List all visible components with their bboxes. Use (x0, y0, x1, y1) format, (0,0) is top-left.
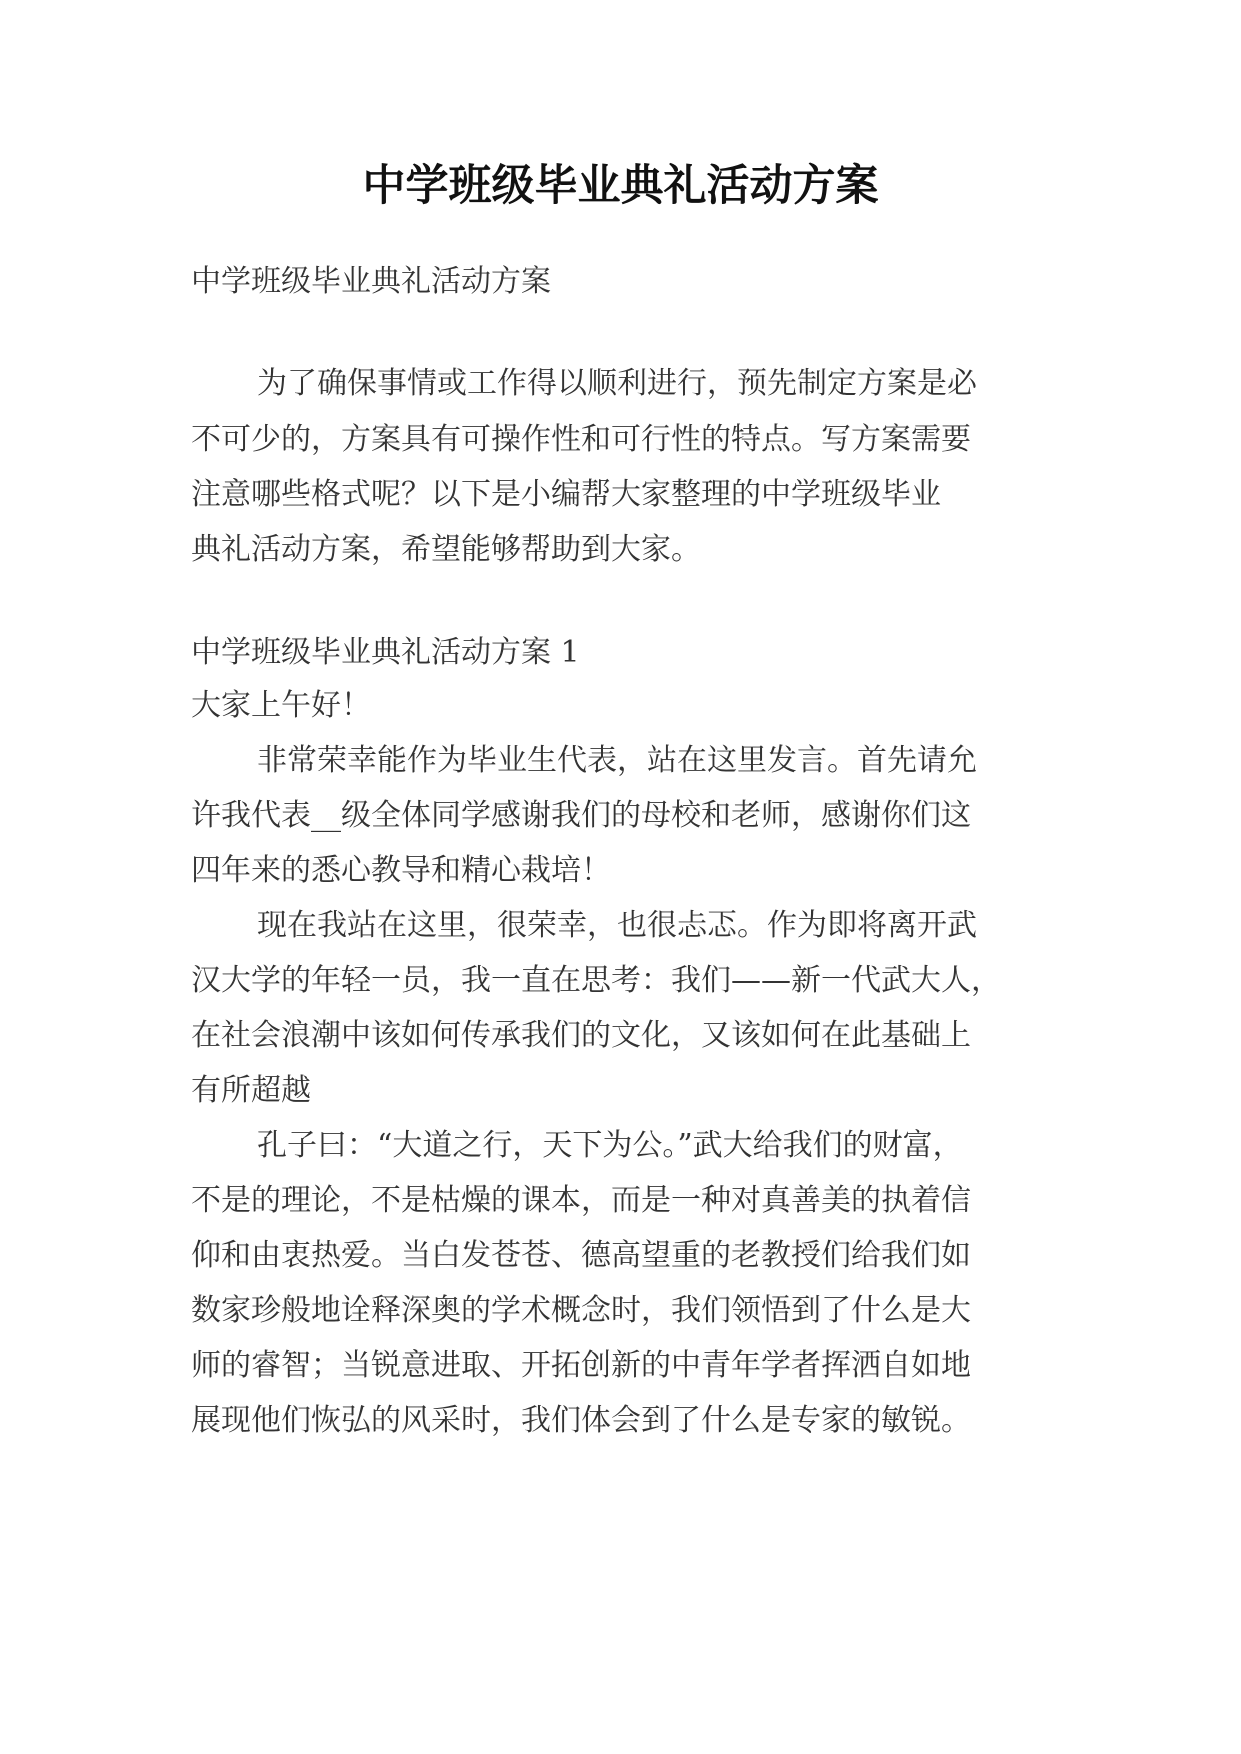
greeting: 大家上午好！ (191, 688, 371, 723)
paragraph-line: 师的睿智；当锐意进取、开拓创新的中青年学者挥洒自如地 (191, 1348, 971, 1383)
paragraph-line: 有所超越 (191, 1073, 311, 1108)
section-heading: 中学班级毕业典礼活动方案 1 (191, 635, 580, 670)
paragraph-line: 数家珍般地诠释深奥的学术概念时，我们领悟到了什么是大 (191, 1293, 971, 1328)
paragraph-line: 非常荣幸能作为毕业生代表，站在这里发言。首先请允 (257, 743, 977, 778)
paragraph-line: 不是的理论，不是枯燥的课本，而是一种对真善美的执着信 (191, 1183, 971, 1218)
paragraph-line: 现在我站在这里，很荣幸，也很忐忑。作为即将离开武 (257, 908, 977, 943)
paragraph-line: 四年来的悉心教导和精心栽培！ (191, 853, 611, 888)
document-title: 中学班级毕业典礼活动方案 (362, 161, 879, 211)
intro-line: 典礼活动方案，希望能够帮助到大家。 (191, 532, 701, 567)
intro-line: 注意哪些格式呢？以下是小编帮大家整理的中学班级毕业 (191, 477, 941, 512)
paragraph-line: 许我代表__级全体同学感谢我们的母校和老师，感谢你们这 (191, 798, 971, 833)
paragraph-line: 展现他们恢弘的风采时，我们体会到了什么是专家的敏锐。 (191, 1403, 971, 1438)
document-subtitle: 中学班级毕业典礼活动方案 (191, 264, 551, 299)
paragraph-line: 孔子曰：“大道之行，天下为公。”武大给我们的财富， (257, 1128, 963, 1163)
paragraph-line: 在社会浪潮中该如何传承我们的文化，又该如何在此基础上 (191, 1018, 971, 1053)
paragraph-line: 仰和由衷热爱。当白发苍苍、德高望重的老教授们给我们如 (191, 1238, 971, 1273)
paragraph-line: 汉大学的年轻一员，我一直在思考：我们——新一代武大人， (191, 963, 1001, 998)
intro-line: 不可少的，方案具有可操作性和可行性的特点。写方案需要 (191, 422, 971, 457)
intro-line: 为了确保事情或工作得以顺利进行，预先制定方案是必 (257, 366, 977, 401)
